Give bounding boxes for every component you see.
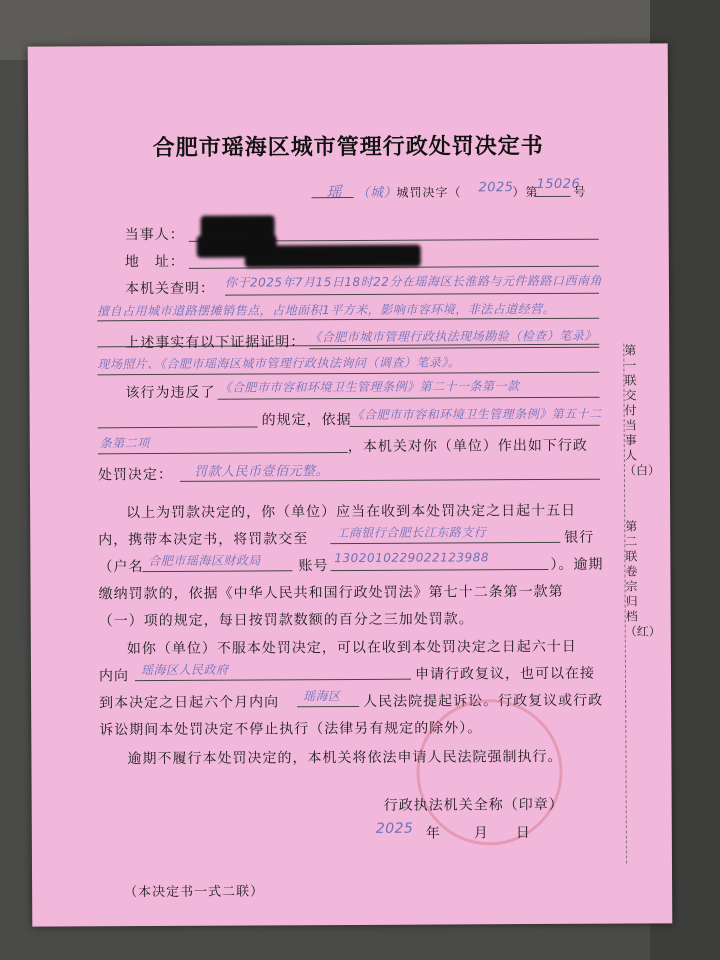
para-fine-2: 内，携带本决定书，将罚款交至 (98, 531, 309, 549)
provision-blank-line (98, 426, 258, 428)
decide-text: ，本机关对你（单位）作出如下行政 (347, 437, 588, 456)
appeal-2-post: 申请行政复议，也可以在接 (414, 665, 596, 683)
penalty-decision-document (28, 43, 673, 926)
bank-line (330, 542, 560, 544)
court-hand: 瑶海区 (303, 689, 341, 704)
appeal-1: 如你（单位）不服本处罚决定，可以在收到本处罚决定之日起六十日 (126, 638, 577, 658)
account-no-hand: 1302010229022123988 (334, 550, 489, 566)
appeal-4: 诉讼期间本处罚决定不停止执行（法律另有规定的除外）。 (99, 720, 483, 739)
bank-hand: 工商银行合肥长江东路支行 (336, 525, 487, 541)
appeal-3-post: 人民法院提起诉讼。行政复议或行政 (363, 692, 604, 710)
doc-prefix-hand: 瑶 (326, 183, 343, 202)
violation-hand: 《合肥市市容和环境卫生管理条例》第二十一条第一款 (219, 379, 520, 395)
clause-line (98, 452, 348, 454)
doc-prefix-line (311, 197, 353, 198)
evidence-hand-2: 现场照片、《合肥市瑶海区城市管理行政执法询问（调查）笔录》。 (97, 355, 461, 372)
provision-mid: 的规定，依据 (261, 411, 352, 429)
provision-line (350, 425, 600, 427)
penalty-hand: 罚款人民币壹佰元整。 (193, 464, 329, 480)
evidence-line-2 (97, 372, 599, 376)
evidence-hand-1: 《合肥市城市管理行政执法现场勘验（检查）笔录》 (309, 328, 597, 345)
doc-number-hand: 15026 (536, 176, 581, 193)
court-line (297, 706, 359, 707)
redaction-address-2 (245, 245, 421, 268)
evidence-label: 上述事实有以下证据证明： (125, 334, 306, 352)
doc-suffix: 号 (573, 184, 587, 199)
account-no-label: 账号 (298, 558, 329, 575)
fact-hand-2: 擅自占用城市道路摆摊销售点，占地面积1平方米，影响市容环境，非法占道经营。 (97, 301, 556, 319)
fact-line-1 (225, 293, 599, 296)
account-name-hand: 合肥市瑶海区财政局 (148, 553, 261, 569)
side-label-copy-2: 第二联 卷宗归档（红） (624, 519, 661, 639)
overdue-3: （一）项的规定，每日按罚款数额的百分之三加处罚款。 (98, 611, 474, 630)
provision-hand: 《合肥市市容和环境卫生管理条例》第五十二 (351, 406, 602, 422)
doc-mid: 城罚决字（ (396, 185, 462, 200)
overdue-2: 缴纳罚款的，依据《中华人民共和国行政处罚法》第七十二条第一款第 (98, 583, 564, 603)
appeal-gov-line (135, 679, 411, 681)
account-name-line (142, 570, 292, 572)
doc-year-hand: 2025 (478, 180, 514, 196)
doc-close: ）第 (512, 185, 539, 200)
bank-suffix: 银行 (564, 529, 595, 546)
agency-label: 行政执法机关全称（印章） (383, 796, 564, 814)
violation-label: 该行为违反了 (125, 384, 216, 402)
date-month: 月 (473, 825, 489, 842)
side-label-copy-1: 第一联 交付当事人（白） (623, 343, 660, 478)
address-label: 地 址： (124, 253, 185, 271)
fact-hand-1: 你于2025年7月15日18时22分在瑶海区长淮路与元件路路口西南角 (224, 273, 602, 290)
appeal-3-pre: 到本决定之日起六个月内向 (99, 694, 280, 712)
account-name-label: （户名 (98, 559, 144, 576)
doc-paren-hand: （城） (356, 185, 398, 201)
para-fine-1: 以上为罚款决定的，你（单位）应当在收到本处罚决定之日起十五日 (126, 502, 577, 522)
violation-line (218, 397, 600, 400)
date-hand: 2025 (375, 820, 414, 837)
evidence-line-1 (309, 347, 599, 350)
appeal-gov-hand: 瑶海区人民政府 (140, 662, 229, 678)
fact-label: 本机关查明： (124, 280, 216, 298)
account-no-line (330, 569, 548, 571)
date-day: 日 (515, 825, 531, 842)
enforce-text: 逾期不履行本处罚决定的，本机关将依法申请人民法院强制执行。 (127, 748, 563, 768)
footnote: （本决定书一式二联） (124, 884, 265, 901)
overdue-1: ）。逾期 (550, 556, 604, 573)
date-year: 年 (425, 825, 441, 842)
penalty-label: 处罚决定： (97, 466, 173, 484)
appeal-2-pre: 内向 (98, 668, 130, 685)
document-title: 合肥市瑶海区城市管理行政处罚决定书 (152, 132, 544, 162)
doc-number-line (534, 196, 570, 197)
party-label: 当事人： (124, 226, 185, 244)
clause-hand: 条第二项 (99, 436, 150, 451)
